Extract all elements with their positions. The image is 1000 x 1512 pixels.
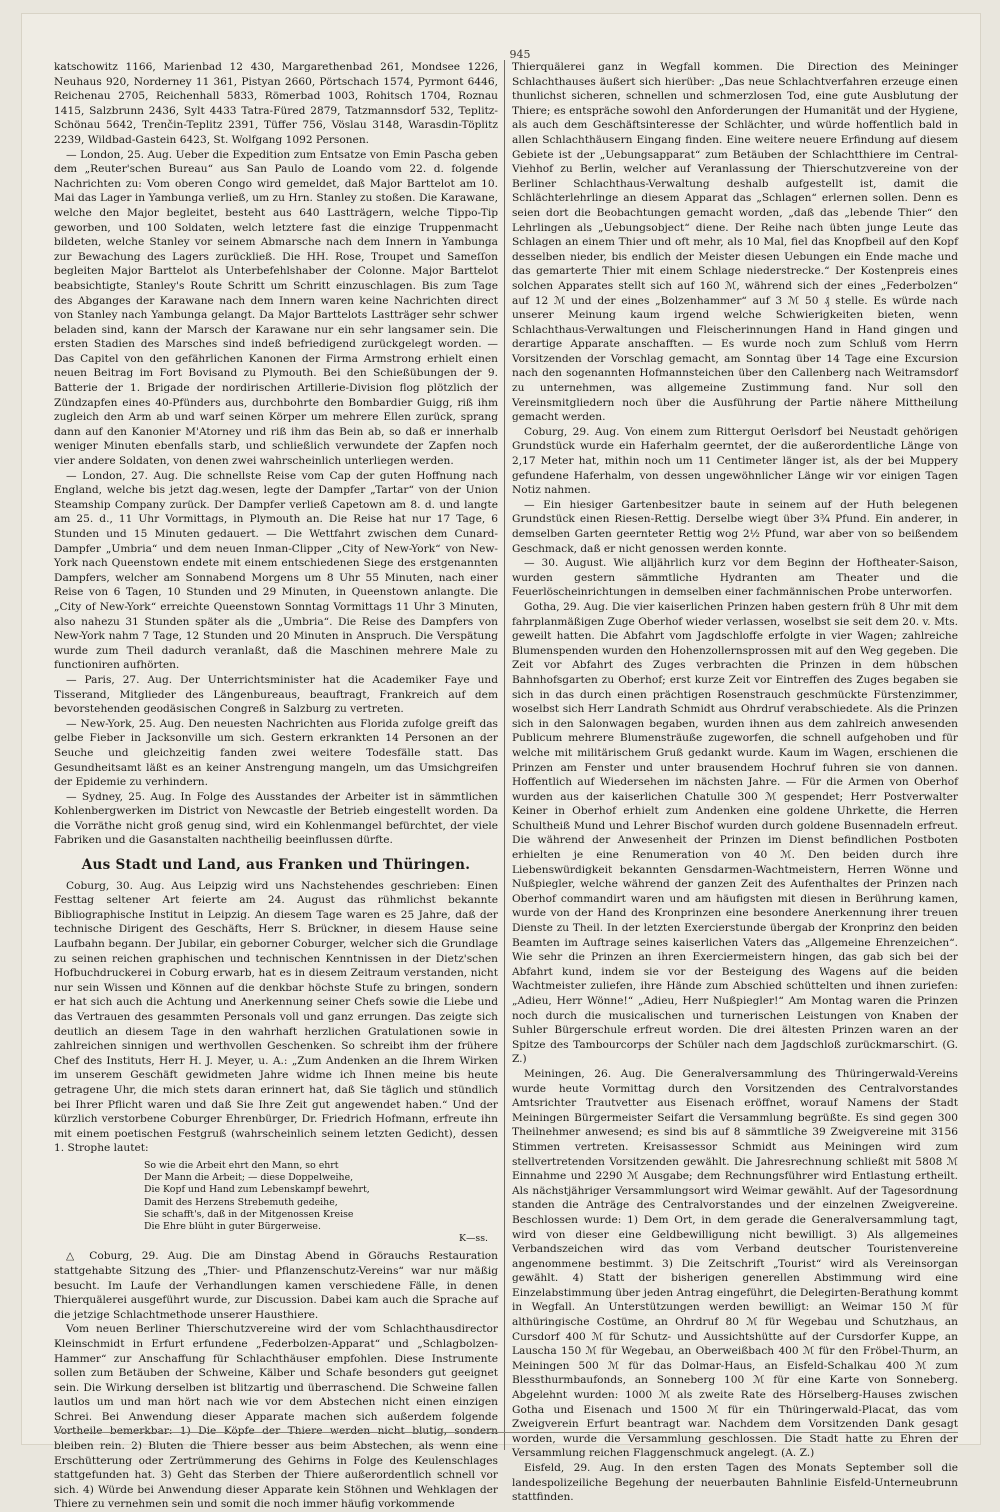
poem-line: So wie die Arbeit ehrt den Mann, so ehrt <box>144 1159 339 1171</box>
poem-line: Die Ehre blüht in guter Bürgerweise. <box>144 1220 321 1232</box>
section-heading: Aus Stadt und Land, aus Franken und Thüringen. <box>81 857 471 874</box>
poem-line: Die Kopf und Hand zum Lebenskampf bewehrt, <box>144 1184 370 1196</box>
article-continuation: Thierquälerei ganz in Wegfall kommen. Die Direction des Meininger Schlachthauses äußert sich hierüber: „Das neue Schlachtverfahren erzeuge einen thunlichst sicheren, schnellen und schmerzlosen Tod, eine gute Ausblutung der Thiere; es entspräche sowohl den Anforderungen der Humanität und der Hygiene, als auch dem Geschäftsinteresse der Schlächter, und würde hoffentlich bald in allen Schlachthäusern Eingang finden. Eine weitere neuere Erfindung auf diesem Gebiete ist der „Uebungsapparat“ zum Betäuben der Schlachtthiere im Central-Viehhof zu Berlin, welcher auf Veranlassung der Thierschutzvereine von der Berliner Schlachthaus-Verwaltung deshalb aufgestellt ist, damit die Schlächterlehrlinge an diesem Apparat das „Schlagen“ erlernen sollen. Denn es seien dort die Beobachtungen gemacht worden, „daß das „lebende Thier“ den Lehrlingen als „Uebungsobject“ diene. Der Reihe nach übten junge Leute das Schlagen an einem Thier und oft mehr, als 10 Mal, fiel das Knopfbeil auf den Kopf desselben nieder, bis endlich der Meister diesen Uebungen ein Ende mache und das gemarterte Thier mit einem Schlage niederstrecke.“ Der Kostenpreis eines solchen Apparates stellt sich auf 160 ℳ, während sich der eines „Federbolzen“ auf 12 ℳ und der eines „Bolzenhammer“ auf 3 ℳ 50 ₰ stelle. Es würde nach unserer Meinung kaum irgend welche Schwierigkeiten bieten, wenn Schlachthaus-Verwaltungen und Fleischerinnungen Hand in Hand gingen und derartige Apparate anschafften. — Es wurde noch zum Schluß vom Herrn Vorsitzenden der Vorschlag gemacht, am Sonntag über 14 Tage eine Excursion nach den sogenannten Hofmannsteichen über den Callenberg nach Weitramsdorf zu unternehmen, was allgemeine Zustimmung fand. Nur soll den Vereinsmitgliedern noch über die Ausführung der Partie nähere Mittheilung gemacht werden. <box>512 61 958 424</box>
article-schlachtmethode: Vom neuen Berliner Thierschutzvereine wird der vom Schlachthausdirector Kleinschmidt in Erfurt erfundene „Federbolzen-Apparat“ und „Schlagbolzen-Hammer“ zur Anschaffung für Schlachthäuser empfohlen. Diese Instrumente sollen zum Betäuben der Schweine, Kälber und Schafe besonders gut geeignet sein. Die Wirkung derselben ist blitzartig und überraschend. Die Schweine fallen lautlos um und man hört nach wie vor dem Abstechen nicht einen einzigen Schrei. Bei Anwendung dieser Apparate machen sich außerdem folgende bleiben rein. 2) Bluten die Thiere besser aus beim Abstechen, als wenn eine Erschütterung oder Zertrümmerung des Gehirns in Folge des Keulenschlages stattgefunden hat. 3) Geht das Sterben der Thiere außerordentlich schnell vor sich. 4) Würde bei Anwendung dieser Apparate kein Stöhnen und Wehklagen der Thiere zu vernehmen sein und somit die noch immer häufig vorkommende <box>54 1323 498 1511</box>
article-paragraph: katschowitz 1166, Marienbad 12 430, Margarethenbad 261, Mondsee 1226, Neuhaus 920, Norderney 11 361, Pistyan 2660, Pörtschach 1574, Pyrmont 6446, Reichenau 2705, Reichenhall 5833, Römerbad 1003, Rohitsch 1704, Roznau 1415, Salzbrunn 2436, Sylt 4433 Tatra-Füred 2879, Tatzmannsdorf 532, Teplitz-Schönau 5642, Trenčin-Teplitz 2391, Tüffer 756, Vöslau 3148, Warasdin-Töplitz 2239, Wildbad-Gastein 6423, St. Wolfgang 1092 Personen. <box>54 61 498 146</box>
article-coburg-leipzig: Coburg, 30. Aug. Aus Leipzig wird uns Nachstehendes geschrieben: Einen Festtag seltener Art feierte am 24. August das rühmlichst bekannte Bibliographische Institut in Leipzig. An diesem Tage waren es 25 Jahre, daß der technische Dirigent des Geschäfts, Herr S. Brückner, in diesem Hause seine Laufbahn begann. Der Jubilar, ein geborner Coburger, welcher sich die Grundlage zu seinen reichen graphischen und technischen Kenntnissen in der Dietz'schen Hofbuchdruckerei in Coburg erwarb, hat es in diesem Zeitraum verstanden, nicht nur sein Wissen und Können auf die denkbar höchste Stufe zu bringen, sondern er hat sich auch die Achtung und Anerkennung seiner Chefs sowie die Liebe und das Vertrauen des gesammten Personals voll und ganz errungen. Das zeigte sich deutlich an diesem Tage in den wahrhaft herzlichen Gratulationen sowie in zahlreichen sinnigen und werthvollen Geschenken. So schreibt ihm der frühere Chef des Instituts, Herr H. J. Meyer, u. A.: „Zum Andenken an die Ihrem Wirken im unserem Geschäft gewidmeten Jahre widme ich Ihnen meine bis heute getragene Uhr, die mich stets daran erinnert hat, daß Sie täglich und stündlich bei Ihrer Pflicht waren und daß Sie Ihre Zeit gut angewendet haben.“ Und der kürzlich verstorbene Coburger Ehrenbürger, Dr. Friedrich Hofmann, erfreute ihn mit einem poetischen Festgruß (wahrscheinlich seinem letzten Gedicht), dessen 1. Strophe lautet: <box>54 879 498 1155</box>
article-paris: — Paris, 27. Aug. Der Unterrichtsminister hat die Academiker Faye und Tisserand, Mitglieder des Längenbureaus, beauftragt, Frankreich auf dem bevorstehenden geodäsischen Congreß in Salzburg zu vertreten. <box>54 673 498 716</box>
article-gotha-prinzen: Gotha, 29. Aug. Die vier kaiserlichen Prinzen haben gestern früh 8 Uhr mit dem fahrplanmäßigen Zuge Oberhof wieder verlassen, woselbst sie seit dem 20. v. Mts. geweilt hatten. Die Abfahrt vom Jagdschloffe erfolgte in vier Wagen; zahlreiche Blumenspenden wurden den Hohenzollernsprossen mit auf den Weg gegeben. Die Zeit vor Abfahrt des Zuges verbrachten die Prinzen in dem hübschen Bahnhofsgarten zu Oberhof; erst kurze Zeit vor Eintreffen des Zuges begaben sie sich in das durch einen prächtigen Rosenstrauch geschmückte Fürstenzimmer, woselbst sich Herr Landrath Schmidt aus Ohrdruf verabschiedete. Als die Prinzen sich in den Salonwagen begaben, wurden ihnen aus dem zahlreich anwesenden Publicum mehrere Blumensträuße zugeworfen, die schnell aufgehoben und für welche mit militärischem Gruß gedankt wurde. Kaum im Wagen, erschienen die Prinzen am Fenster und unter brausendem Hochruf fuhren sie von dannen. Hoffentlich auf Wiedersehen im nächsten Jahre. — Für die Armen von Oberhof wurden aus der kaiserlichen Chatulle 300 ℳ gespendet; Herr Postverwalter Keiner in Oberhof erhielt zum Andenken eine goldene Uhrkette, die Herren Schultheiß Mund und Lehrer Bischof wurden durch goldene Busennadeln erfreut. Die während der Anwesenheit der Prinzen im Dienst befindlichen Postboten erhielten je eine Renumeration von 40 ℳ. Den beiden durch ihre Liebenswürdigkeit bekannten Gensdarmen-Wachtmeistern, Herren Wönne und Nußpiegler, welche während der ganzen Zeit des Aufenthaltes der Prinzen nach Oberhof commandirt waren und am häufigsten mit diesen in Berührung kamen, wurde von der Hand des Kronprinzen eine besondere Anerkennung ihrer treuen Dienste zu Theil. In der letzten Exercierstunde übergab der Kronprinz den beiden Beamten im Auftrage seines kaiserlichen Vaters das „Allgemeine Ehrenzeichen“. Wie sehr die Prinzen an ihren Exerciermeistern hingen, das gab sich bei der Abfahrt kund, indem sie vor der Besteigung des Wagens auf die beiden Wachtmeister zuliefen, ihre Hände zum Abschied schüttelten und ihnen zuriefen: „Adieu, Herr Wönne!“ „Adieu, Herr Nußpiegler!“ Am Montag waren die Prinzen noch durch die musicalischen und turnerischen Leistungen von Knaben der Suhler Bürgerschule erfreut worden. Die drei ältesten Prinzen waren an der Spitze des Tambourcorps der Schüler nach dem Jagdschloß zurückmarschirt. (G. Z.) <box>512 600 958 1066</box>
article-eisfeld: Eisfeld, 29. Aug. In den ersten Tagen des Monats September soll die landespolizeiliche Begehung der neuerbauten Bahnlinie Eisfeld-Unterneubrunn stattfinden. <box>512 1462 958 1504</box>
left-column <box>54 60 498 1511</box>
article-meiningen-verein: Meiningen, 26. Aug. Die Generalversammlung des Thüringerwald-Vereins wurde heute Vormittag durch den Vorsitzenden des Centralvorstandes Amtsrichter Trautvetter aus Eisenach eröffnet, worauf Namens der Stadt Meiningen Bürgermeister Seifart die Versammlung begrüßte. Es sind gegen 300 Theilnehmer anwesend; es sind bis auf 8 sämmtliche 39 Zweigvereine mit 3156 Stimmen vertreten. Kreisassessor Schmidt aus Meiningen wird zum stellvertretenden Vorsitzenden gewählt. Die Jahresrechnung schließt mit 5808 ℳ Einnahme und 2290 ℳ Ausgabe; dem Rechnungsführer wird Entlastung ertheilt. Als nächstjähriger Versammlungsort wird Weimar gewählt. Auf der Tagesordnung standen die Anträge des Centralvorstandes und der einzelnen Zweigvereine. Beschlossen wurde: 1) Dem Ort, in dem gerade die Generalversammlung tagt, wird von dieser eine Geldbewilligung nicht bewilligt. 3) Als allgemeines Verbandszeichen wird das vom Verband deutscher Touristenvereine angenommene bestimmt. 3) Die Zeitschrift „Tourist“ wird als Vereinsorgan gewählt. 4) Statt der bisherigen generellen Abstimmung wird eine Einzelabstimmung über jeden Antrag eingeführt, die Delegirten-Berathung kommt in Wegfall. An Unterstützungen werden bewilligt: an Weimar 150 ℳ für althüringische Costüme, an Ohrdruf 80 ℳ für Wegebau und Schutzhaus, an Cursdorf 400 ℳ für Schutz- und Aussichtshütte auf der Cursdorfer Kuppe, an Lauscha 150 ℳ für Wegebau, an Oberweißbach 400 ℳ für den Fröbel-Thurm, an Meiningen 500 ℳ für das Dolmar-Haus, an Eisfeld-Schalkau 400 ℳ zum Blessthurmbaufonds, an Sonneberg 100 ℳ für eine Karte von Sonneberg. Abgelehnt wurden: 1000 ℳ als zweite Rate des Hörselberg-Hauses zwischen Gotha und Eisenach und 1500 ℳ für ein Thüringerwald-Placat, das vom Zweigverein Erfurt beantragt war. Nachdem dem Vorsitzenden Dank gesagt worden, wurde die Versammlung geschlossen. Die Stadt hatte zu Ehren der Versammlung reichen Flaggenschmuck angelegt. (A. Z.) <box>512 1067 958 1460</box>
article-coburg-tierschutz: △ Coburg, 29. Aug. Die am Dinstag Abend in Görauchs Restauration stattgehabte Sitzung des „Thier- und Pflanzenschutz-Vereins“ war nur mäßig besucht. Im Laufe der Verhandlungen kamen verschiedene Fälle, in denen Thierquälerei ausgeführt wurde, zur Discussion. Dabei kam auch die Sprache auf die jetzige Schlachtmethode unserer Hausthiere. <box>54 1250 498 1321</box>
poem-signature: K—ss. <box>459 1233 488 1245</box>
page-number: 945 <box>509 48 531 61</box>
article-london-expedition: — London, 25. Aug. Ueber die Expedition zum Entsatze von Emin Pascha geben dem „Reuter'schen Bureau“ aus San Paulo de Loando vom 22. d. folgende Nachrichten zu: Vom oberen Congo wird gemeldet, daß Major Barttelot am 10. Mai das Lager in Yambunga verließ, um zu Hrn. Stanley zu stoßen. Die Karawane, welche den Major begleitet, besteht aus 640 Lastträgern, welche Tippo-Tip geworben, und 100 Soldaten, welch letztere fast die einzige Truppenmacht bildeten, welche Stanley vor seinem Abmarsche nach dem Innern in Yambunga zur Bewachung des Lagers zurückließ. Die HH. Rose, Troupet und Sameſſon begleiten Major Barttelot als Unterbefehlshaber der Colonne. Major Barttelot beabsichtigte, Stanley's Route Schritt um Schritt einzuschlagen. Bis zum Tage des Abganges der Karawane nach dem Innern waren keine Nachrichten direct von Stanley nach Yambunga gelangt. Da Major Barttelots Lastträger sehr schwer beladen sind, kann der Marsch der Karawane nur ein sehr langsamer sein. Die ersten Stadien des Marsches sind indeß befriedigend zurückgelegt worden. — Das Capitel von den gefährlichen Kanonen der Firma Armstrong erhielt einen neuen Beitrag im Fort Bovisand zu Plymouth. Bei den Schießübungen der 9. Batterie der 1. Brigade der nordirischen Artillerie-Division flog plötzlich der Zündzapfen eines 40-Pfünders aus, durchbohrte den Bombardier Guigg, riß ihm zugleich den Arm ab und warf seinen Körper um mehrere Ellen zurück, sprang dann auf den Kanonier M'Atorney und riß ihm das Bein ab, so daß er innerhalb weniger Minuten ebenfalls starb, und schließlich verwundete der Zapfen noch vier andere Soldaten, von denen zwei wahrscheinlich unterliegen werden. <box>54 148 498 468</box>
article-new-york: — New-York, 25. Aug. Den neuesten Nachrichten aus Florida zufolge greift das gelbe Fieber in Jacksonville um sich. Gestern erkrankten 14 Personen an der Seuche und gleichzeitig fanden zwei weitere Todesfälle statt. Das Gesundheitsamt läßt es an keiner Anstrengung mangeln, um das Umsichgreifen der Epidemie zu verhindern. <box>54 717 498 789</box>
article-coburg-haferhalm: Coburg, 29. Aug. Von einem zum Rittergut Oerlsdorf bei Neustadt gehörigen Grundstück wurde ein Haferhalm geerntet, der die außerordentliche Länge von 2,17 Meter hat, mithin noch um 11 Centimeter länger ist, als der bei Muppery gefundene Haferhalm, von dessen ungewöhnlicher Länge wir vor einigen Tagen Notiz nahmen. <box>512 425 958 497</box>
article-sydney: — Sydney, 25. Aug. In Folge des Ausstandes der Arbeiter ist in sämmtlichen Kohlenbergwerken im District von Newcastle der Betrieb eingestellt worden. Da die Vorräthe nicht groß genug sind, wird ein Kohlenmangel befürchtet, der viele Fabriken und die Gasanstalten nachtheilig beeinflussen dürfte. <box>54 790 498 847</box>
article-riesen-rettig: — Ein hiesiger Gartenbesitzer baute in seinem auf der Huth belegenen Grundstück einen Riesen-Rettig. Derselbe wiegt über 3¾ Pfund. Ein anderer, in demselben Garten geernteter Rettig wog 2½ Pfund, war aber von so beißendem Geschmack, daß er nicht genossen werden konnte. <box>512 498 958 555</box>
poem-stanza <box>144 1160 498 1245</box>
column-divider <box>504 60 505 1450</box>
right-column <box>512 60 958 1504</box>
poem-line: Damit des Herzens Strebemuth gedeihe, <box>144 1196 338 1208</box>
bottom-rule <box>54 1432 958 1433</box>
poem-line: Sie schafft's, daß in der Mitgenossen Kreise <box>144 1208 354 1220</box>
article-hydranten: — 30. August. Wie alljährlich kurz vor dem Beginn der Hoftheater-Saison, wurden gestern sämmtliche Hydranten am Theater und die Feuerlöscheinrichtungen in demselben einer fachmännischen Probe unterworfen. <box>512 557 958 599</box>
article-london-steamers: — London, 27. Aug. Die schnellste Reise vom Cap der guten Hoffnung nach England, welche bis jetzt dag.wesen, legte der Dampfer „Tartar“ von der Union Steamship Company zurück. Der Dampfer verließ Capetown am 8. d. und langte am 25. d., 11 Uhr Vormittags, in Plymouth an. Die Reise hat nur 17 Tage, 6 Stunden und 15 Minuten gedauert. — Die Wettfahrt zwischen dem Cunard-Dampfer „Umbria“ und dem neuen Inman-Clipper „City of New-York“ von New-York nach Queenstown endete mit einem entschiedenen Siege des erstgenannten Dampfers, welcher am Sonnabend Morgens um 8 Uhr 55 Minuten, nach einer Reise von 6 Tagen, 10 Stunden und 29 Minuten, in Queenstown anlangte. Die „City of New-York“ erreichte Queenstown Sonntag Vormittags 11 Uhr 3 Minuten, also nahezu 31 Stunden später als die „Umbria“. Die Reise des Dampfers von New-York nahm 7 Tage, 12 Stunden und 20 Minuten in Anspruch. Die Verspätung wurde zum Theil dadurch veranlaßt, daß die Maschinen mehrere Male zu functioniren aufhörten. <box>54 469 498 672</box>
newspaper-page <box>22 14 980 1511</box>
poem-line: Der Mann die Arbeit; — diese Doppelweihe, <box>144 1172 354 1184</box>
